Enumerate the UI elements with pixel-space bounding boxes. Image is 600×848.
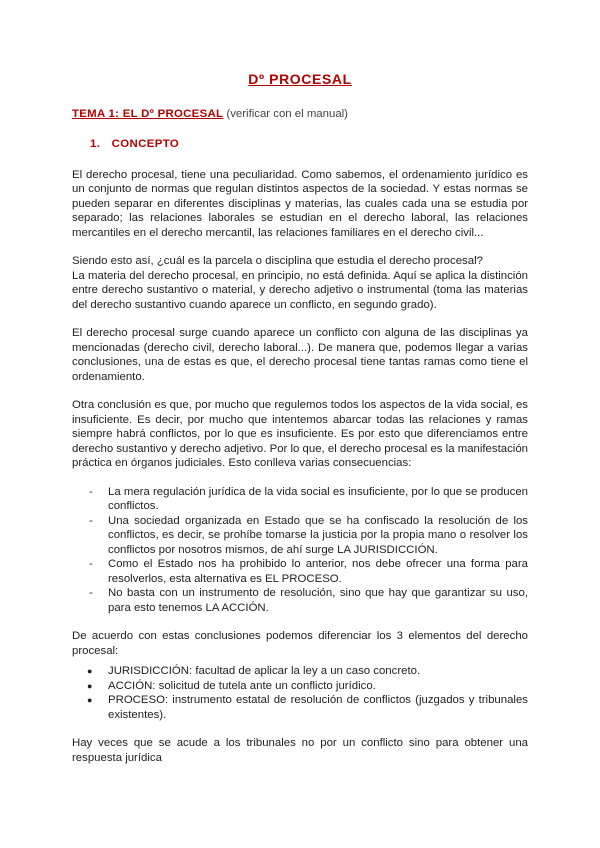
dash-marker: - [89, 485, 93, 498]
elements-list [72, 664, 528, 722]
list-item-text: Una sociedad organizada en Estado que se ha confiscado la resolución de los conflictos, es decir, se prohíbe tomarse la justicia por la propia mano o resolver los conflictos por nosotros mismos, de ahí surge LA JURISDICCIÓN. [108, 514, 528, 556]
paragraph-final: Hay veces que se acude a los tribunales no por un conflicto sino para obtener una respuesta jurídica [72, 737, 528, 764]
list-item-text: JURISDICCIÓN: facultad de aplicar la ley a un caso concreto. [108, 665, 421, 677]
document-title: Dº PROCESAL [248, 71, 352, 87]
list-item-text: Como el Estado nos ha prohibido lo anterior, nos debe ofrecer una forma para resolverlos, esta alternativa es EL PROCESO. [108, 558, 528, 585]
paragraph-elementos: De acuerdo con estas conclusiones podemos diferenciar los 3 elementos del derecho procesal: [72, 630, 528, 657]
tema-note: (verificar con el manual) [223, 107, 348, 120]
list-item [72, 485, 528, 514]
section-number: 1. [90, 138, 101, 150]
dash-marker: - [89, 514, 93, 527]
tema-heading [72, 107, 528, 122]
paragraph-conclusion: Otra conclusión es que, por mucho que regulemos todos los aspectos de la vida social, es insuficiente. Es decir, por mucho que intentemos abarcar todas las relaciones y ramas siempre habrá conflictos, por lo que es insuficiente. Es por esto que diferenciamos entre derecho sustantivo y derecho adjetivo. Por lo que, el derecho procesal es la manifestación práctica en órganos judiciales. Esto conlleva varias consecuencias: [72, 399, 528, 469]
bullet-icon: ● [87, 680, 93, 691]
section-heading [90, 137, 528, 152]
paragraph-conflicto: El derecho procesal surge cuando aparece un conflicto con alguna de las disciplinas ya mencionadas (derecho civil, derecho laboral...). De manera que, podemos llegar a varias conclusiones, una de estas es que, el derecho procesal tiene tantas ramas como tiene el ordenamiento. [72, 327, 528, 383]
paragraph-intro: El derecho procesal, tiene una peculiaridad. Como sabemos, el ordenamiento jurídico es un conjunto de normas que regulan distintos aspectos de la sociedad. Y estas normas se pueden separar en diferentes disciplinas y materias, las cuales cada una se estudia por separado; las relaciones laborales se estudian en el derecho laboral, las relaciones mercantiles en el derecho mercantil, las relaciones familiares en el derecho civil... [72, 168, 528, 239]
list-item [72, 557, 528, 586]
list-item-text: No basta con un instrumento de resolución, sino que hay que garantizar su uso, para esto tenemos LA ACCIÓN. [108, 587, 528, 614]
bullet-icon: ● [87, 695, 93, 705]
list-item-text: PROCESO: instrumento estatal de resolución de conflictos (juzgados y tribunales existentes). [108, 694, 528, 721]
list-item [72, 586, 528, 615]
bullet-icon: ● [87, 666, 93, 676]
list-item [72, 514, 528, 558]
list-item-text: ACCIÓN: solicitud de tutela ante un conflicto jurídico. [108, 679, 376, 692]
list-item-text: La mera regulación jurídica de la vida social es insuficiente, por lo que se producen conflictos. [108, 485, 528, 512]
tema-label: TEMA 1: EL Dº PROCESAL [72, 107, 224, 120]
list-item [72, 664, 528, 679]
dash-marker: - [89, 587, 93, 599]
paragraph-materia: La materia del derecho procesal, en principio, no está definida. Aquí se aplica la distinción entre derecho sustantivo o material, y derecho adjetivo o instrumental (toma las materias del derecho sustantivo cuando aparece un conflicto, en segundo grado). [72, 269, 528, 311]
section-label: CONCEPTO [111, 138, 180, 150]
dash-marker: - [89, 558, 93, 570]
list-item [72, 679, 528, 694]
consequences-list [72, 485, 528, 616]
paragraph-question: Siendo esto así, ¿cuál es la parcela o disciplina que estudia el derecho procesal? [72, 255, 483, 267]
list-item [72, 693, 528, 722]
